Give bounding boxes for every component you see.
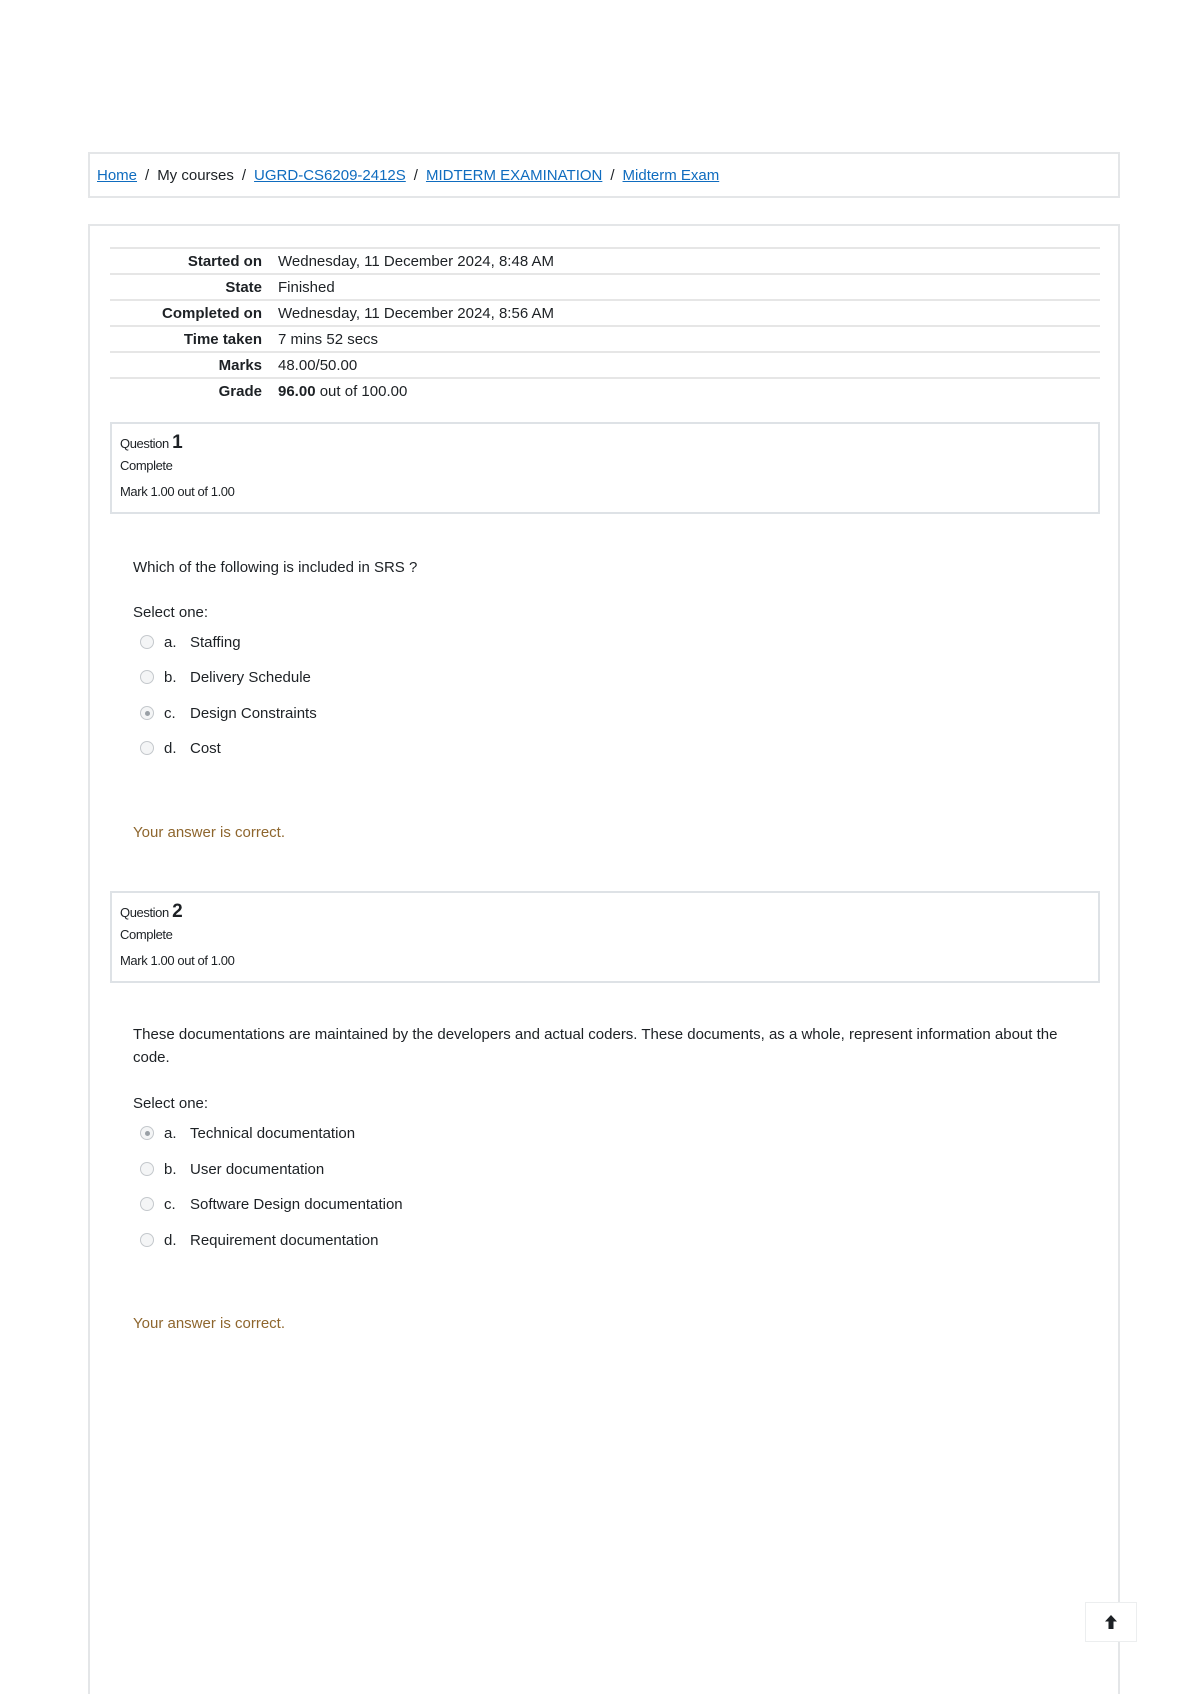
answer-option[interactable]	[140, 1229, 378, 1251]
question-state: Complete	[120, 927, 173, 942]
summary-row-started	[110, 248, 1100, 274]
question-number	[120, 432, 1090, 454]
option-letter: d.	[164, 739, 177, 757]
question-label: Question	[120, 436, 169, 451]
answer-option[interactable]	[140, 737, 221, 759]
arrow-up-icon	[1104, 1614, 1118, 1630]
summary-label: Grade	[218, 383, 262, 400]
summary-row-marks	[110, 352, 1100, 378]
select-one-prompt: Select one:	[133, 1095, 209, 1112]
answer-option[interactable]	[140, 666, 311, 688]
answer-option[interactable]	[140, 1193, 403, 1215]
grade-score: 96.00	[278, 383, 316, 400]
option-label: User documentation	[190, 1160, 325, 1178]
breadcrumb-separator: /	[241, 166, 247, 184]
option-label: Delivery Schedule	[190, 668, 311, 686]
summary-value: 48.00/50.00	[278, 356, 358, 374]
answer-option[interactable]	[140, 1158, 324, 1180]
answer-option[interactable]	[140, 702, 317, 724]
breadcrumb-home-link[interactable]: Home	[97, 166, 138, 184]
option-letter: d.	[164, 1231, 177, 1249]
radio-button[interactable]	[140, 741, 154, 755]
grade-out-of: out of 100.00	[319, 383, 408, 400]
summary-label: Marks	[218, 356, 262, 374]
attempt-summary-table	[110, 247, 1100, 404]
summary-row-state	[110, 274, 1100, 300]
breadcrumb-separator: /	[145, 166, 150, 184]
question-label: Question	[120, 905, 169, 920]
question-number-value: 1	[172, 432, 183, 453]
option-letter: b.	[164, 668, 177, 686]
summary-value: Finished	[278, 278, 335, 296]
back-to-top-button[interactable]	[1085, 1602, 1137, 1642]
summary-value: Wednesday, 11 December 2024, 8:56 AM	[278, 304, 554, 322]
option-label: Cost	[190, 739, 221, 757]
summary-row-grade	[110, 378, 1100, 404]
summary-row-completed	[110, 300, 1100, 326]
question-text: Which of the following is included in SRS ?	[133, 559, 418, 576]
option-label: Design Constraints	[190, 704, 317, 722]
summary-label: Completed on	[162, 304, 262, 322]
answer-feedback: Your answer is correct.	[133, 824, 286, 841]
question-number-value: 2	[172, 901, 183, 922]
option-label: Technical documentation	[190, 1124, 356, 1142]
radio-button[interactable]	[140, 1197, 154, 1211]
summary-value	[270, 378, 1100, 404]
summary-label: Started on	[187, 252, 262, 270]
option-letter: a.	[164, 633, 177, 651]
question-text: These documentations are maintained by the developers and actual coders. These documents, as a whole, represent information about the code.	[133, 1026, 1058, 1066]
breadcrumb-separator: /	[610, 166, 615, 184]
option-label: Software Design documentation	[190, 1195, 403, 1213]
summary-row-time	[110, 326, 1100, 352]
radio-button[interactable]	[140, 1162, 154, 1176]
question-info-box	[110, 422, 1100, 514]
answer-feedback: Your answer is correct.	[133, 1315, 286, 1332]
question-info-box	[110, 891, 1100, 983]
option-letter: a.	[164, 1124, 177, 1142]
radio-button-selected[interactable]	[140, 1126, 154, 1140]
radio-button[interactable]	[140, 1233, 154, 1247]
option-label: Requirement documentation	[190, 1231, 379, 1249]
option-letter: c.	[164, 1195, 176, 1213]
summary-label: State	[225, 278, 262, 296]
question-number	[120, 901, 1090, 923]
question-state: Complete	[120, 458, 173, 473]
option-letter: c.	[164, 704, 176, 722]
summary-value: Wednesday, 11 December 2024, 8:48 AM	[278, 252, 554, 270]
summary-label: Time taken	[183, 330, 262, 348]
select-one-prompt: Select one:	[133, 604, 209, 621]
breadcrumb-section-link[interactable]: MIDTERM EXAMINATION	[425, 166, 603, 184]
question-grade: Mark 1.00 out of 1.00	[120, 484, 235, 499]
breadcrumb-my-courses: My courses	[157, 166, 234, 184]
question-grade: Mark 1.00 out of 1.00	[120, 953, 235, 968]
breadcrumb-quiz-link[interactable]: Midterm Exam	[622, 166, 720, 184]
radio-button[interactable]	[140, 670, 154, 684]
summary-value: 7 mins 52 secs	[278, 330, 379, 348]
breadcrumb-course-link[interactable]: UGRD-CS6209-2412S	[254, 166, 406, 184]
radio-button-selected[interactable]	[140, 706, 154, 720]
breadcrumb	[88, 152, 1120, 198]
option-label: Staffing	[190, 633, 241, 651]
breadcrumb-separator: /	[413, 166, 418, 184]
answer-option[interactable]	[140, 1122, 355, 1144]
radio-button[interactable]	[140, 635, 154, 649]
answer-option[interactable]	[140, 631, 241, 653]
option-letter: b.	[164, 1160, 177, 1178]
